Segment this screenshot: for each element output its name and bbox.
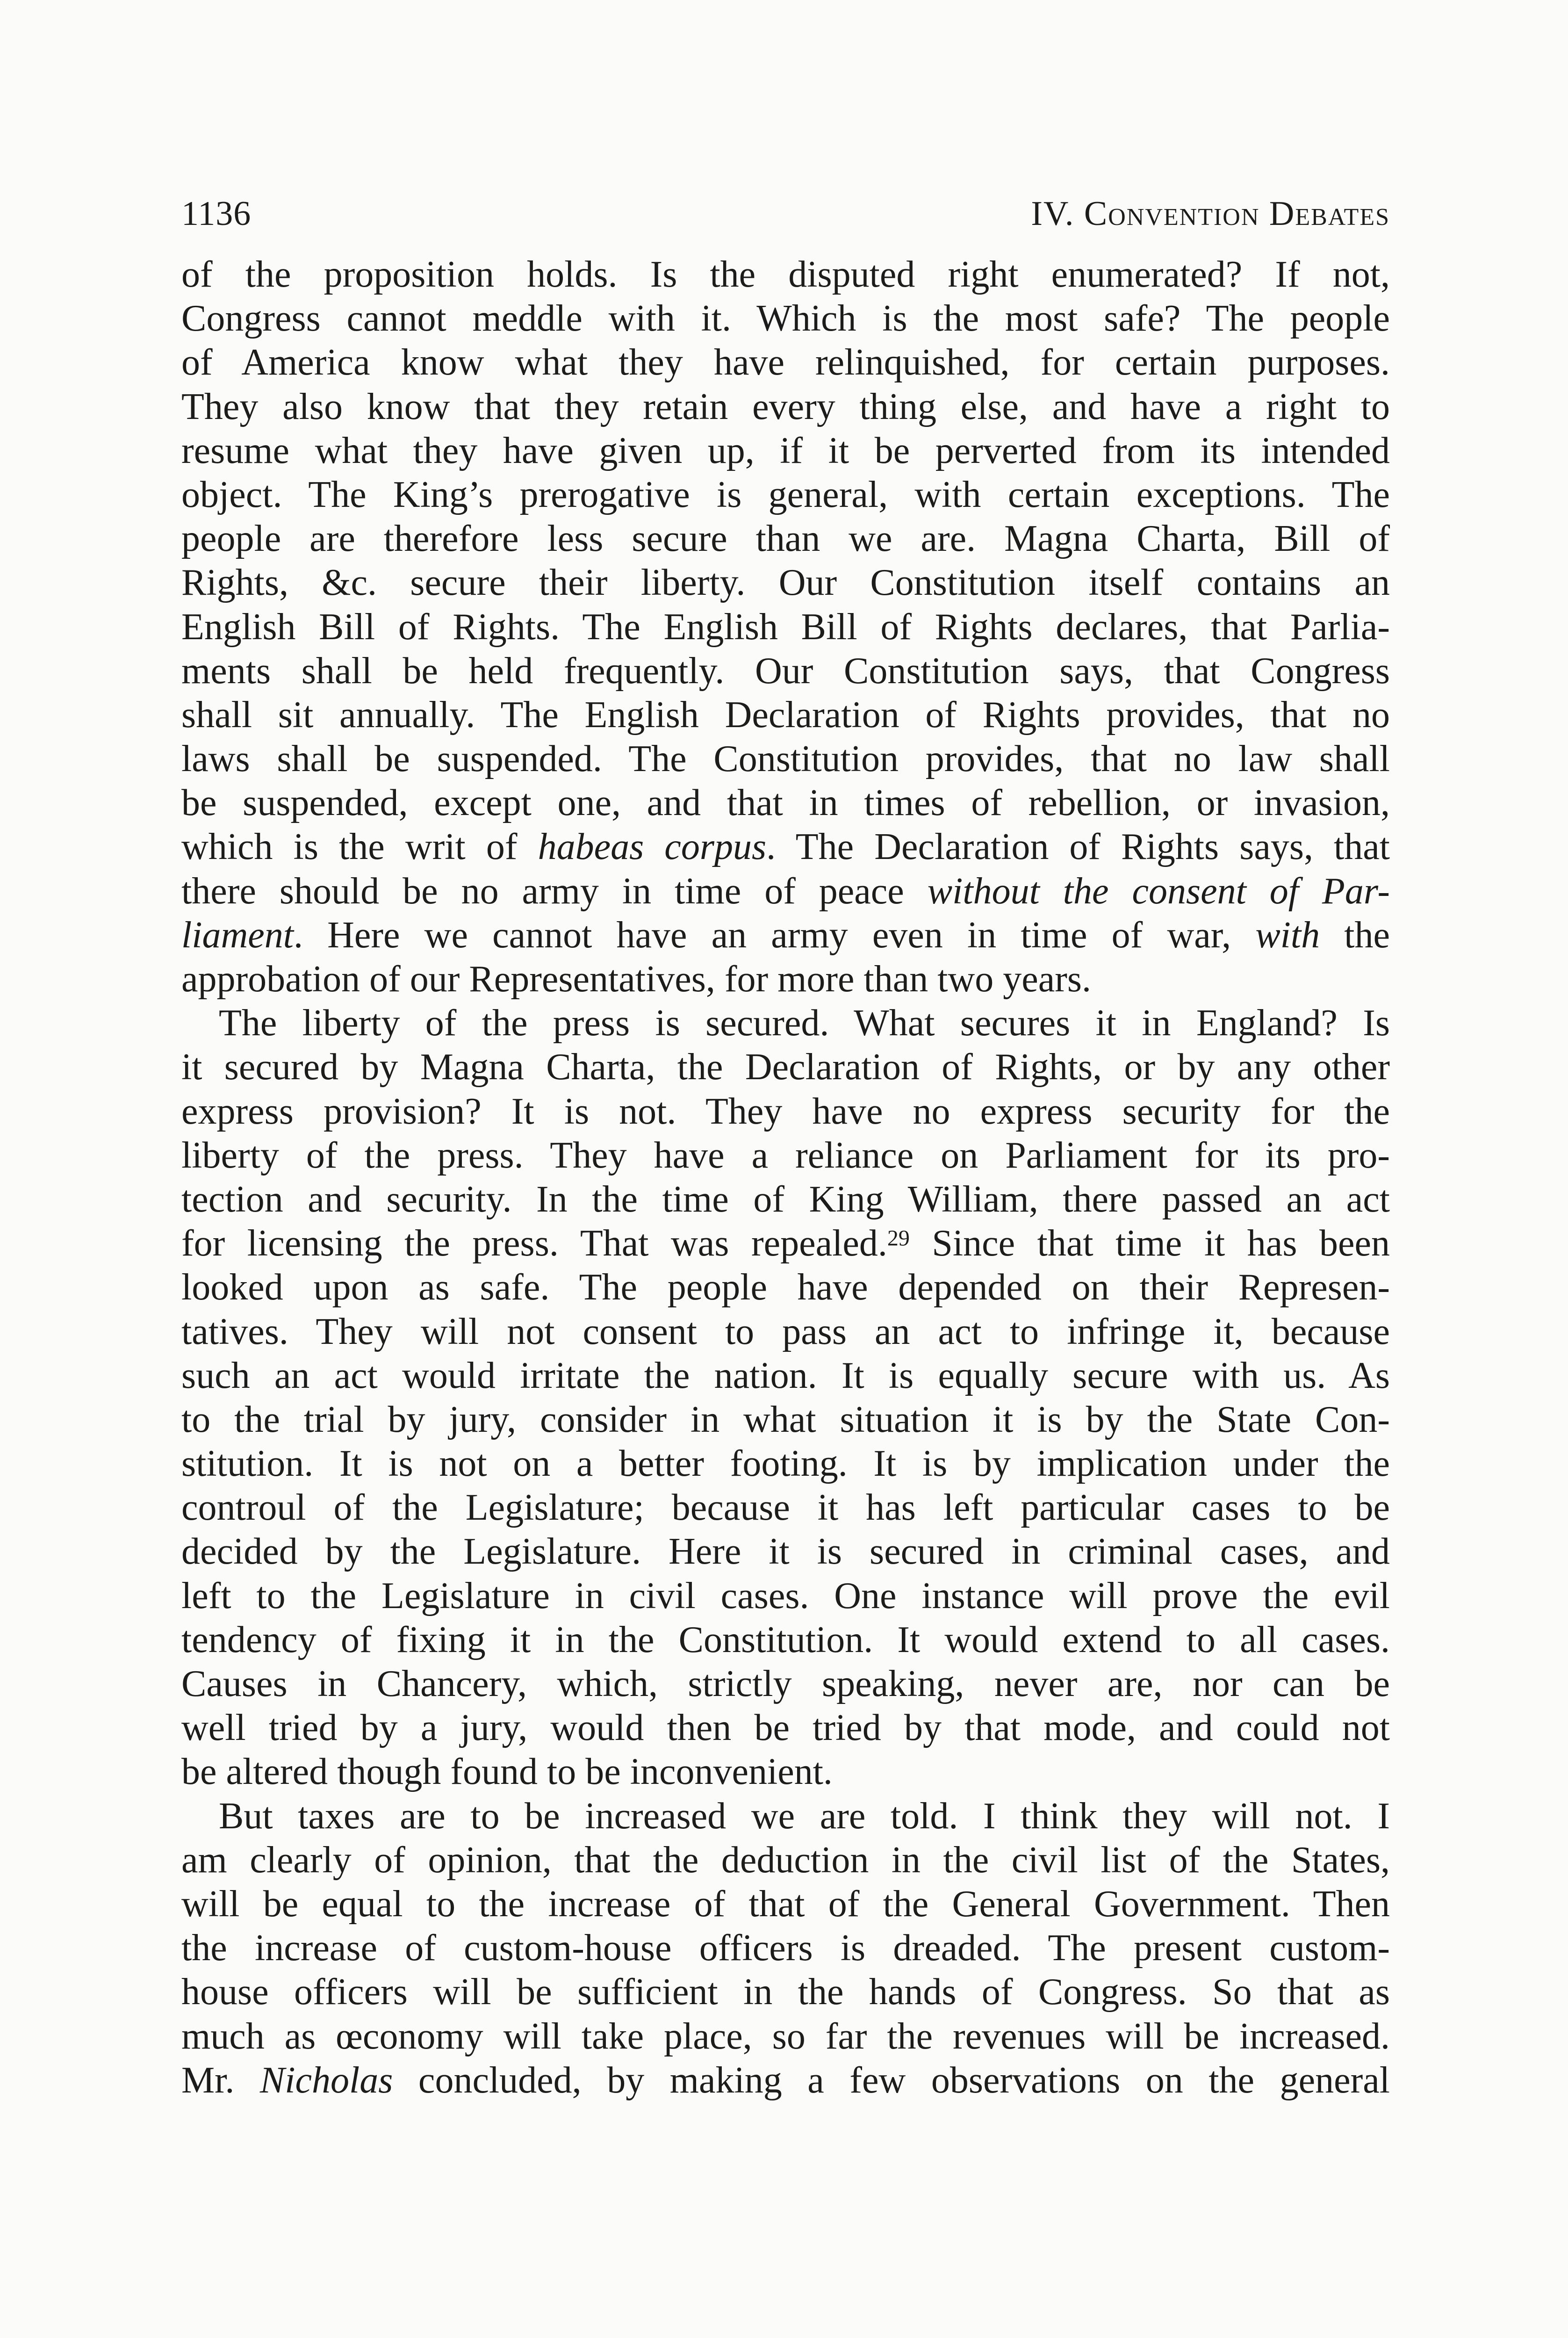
- body-text: [181, 253, 1390, 2102]
- text-line: [181, 1045, 1390, 1089]
- text-line: [181, 340, 1390, 384]
- text-run: Causes in Chancery, which, strictly speaking, never are, nor can be: [181, 1663, 1390, 1704]
- text-line: [181, 957, 1390, 1001]
- text-run: such an act would irritate the nation. It is equally secure with us. As: [181, 1355, 1390, 1396]
- text-run: The liberty of the press is secured. What secures it in England? Is: [219, 1003, 1390, 1044]
- page-number: 1136: [181, 195, 252, 233]
- text-run: the: [1320, 914, 1390, 956]
- italic-text: liament: [181, 914, 294, 956]
- text-run: be suspended, except one, and that in times of rebellion, or invasion,: [181, 782, 1390, 824]
- text-run: will be equal to the increase of that of the General Government. Then: [181, 1883, 1390, 1925]
- text-run: Mr.: [181, 2059, 260, 2101]
- text-run: of the proposition holds. Is the disputed right enumerated? If not,: [181, 254, 1390, 295]
- text-run: approbation of our Representatives, for more than two years.: [181, 959, 1092, 1000]
- text-line: [181, 1177, 1390, 1221]
- text-line: [181, 1926, 1390, 1970]
- text-run: there should be no army in time of peace: [181, 870, 928, 912]
- text-run: be altered though found to be inconvenient.: [181, 1751, 833, 1793]
- running-head: [181, 196, 1390, 253]
- italic-text: habeas corpus: [538, 826, 767, 868]
- text-line: [181, 693, 1390, 737]
- text-run: the increase of custom-house officers is dreaded. The present custom-: [181, 1927, 1390, 1969]
- text-line: [181, 649, 1390, 693]
- text-run: for licensing the press. That was repealed.: [181, 1223, 887, 1264]
- text-line: [181, 1882, 1390, 1926]
- text-run: which is the writ of: [181, 826, 538, 868]
- text-run: looked upon as safe. The people have depended on their Represen-: [181, 1267, 1390, 1308]
- text-run: They also know that they retain every thing else, and have a right to: [181, 386, 1390, 427]
- text-run: tendency of fixing it in the Constitution. It would extend to all cases.: [181, 1619, 1390, 1660]
- text-run: tatives. They will not consent to pass an act to infringe it, because: [181, 1311, 1390, 1352]
- text-line: [181, 737, 1390, 781]
- text-line: [181, 1486, 1390, 1530]
- text-run: resume what they have given up, if it be perverted from its intended: [181, 430, 1390, 471]
- text-run: But taxes are to be increased we are told. I think they will not. I: [219, 1795, 1390, 1837]
- text-line: [181, 1706, 1390, 1750]
- text-line: [181, 1662, 1390, 1706]
- text-line: [181, 605, 1390, 649]
- text-line: [181, 429, 1390, 473]
- text-run: Since that time it has been: [909, 1223, 1390, 1264]
- text-run: liberty of the press. They have a reliance on Parliament for its pro-: [181, 1134, 1390, 1176]
- text-run: laws shall be suspended. The Constitution provides, that no law shall: [181, 738, 1390, 780]
- text-run: controul of the Legislature; because it has left particular cases to be: [181, 1487, 1390, 1529]
- text-line: [181, 1794, 1390, 1838]
- text-line: [181, 1090, 1390, 1133]
- text-line: [181, 385, 1390, 429]
- text-line: [181, 1001, 1390, 1045]
- text-line: [181, 1221, 1390, 1265]
- text-line: [181, 1265, 1390, 1309]
- text-run: decided by the Legislature. Here it is secured in criminal cases, and: [181, 1531, 1390, 1573]
- text-run: express provision? It is not. They have no express security for the: [181, 1090, 1390, 1132]
- text-run: object. The King’s prerogative is general, with certain exceptions. The: [181, 474, 1390, 515]
- text-line: [181, 561, 1390, 605]
- text-line: [181, 1838, 1390, 1882]
- paragraph: [181, 1001, 1390, 1794]
- text-line: [181, 825, 1390, 869]
- text-line: [181, 2014, 1390, 2058]
- page-content: [181, 196, 1390, 2102]
- text-run: shall sit annually. The English Declaration of Rights provides, that no: [181, 694, 1390, 736]
- italic-text: Nicholas: [259, 2059, 393, 2101]
- text-line: [181, 473, 1390, 517]
- text-line: [181, 1618, 1390, 1662]
- text-line: [181, 1398, 1390, 1442]
- text-run: to the trial by jury, consider in what situation it is by the State Con-: [181, 1399, 1390, 1440]
- text-run: stitution. It is not on a better footing. It is by implication under the: [181, 1443, 1390, 1485]
- text-line: [181, 1530, 1390, 1573]
- text-run: English Bill of Rights. The English Bill of Rights declares, that Parlia-: [181, 606, 1390, 648]
- text-line: [181, 781, 1390, 825]
- text-line: [181, 517, 1390, 561]
- text-line: [181, 1442, 1390, 1486]
- paragraph: [181, 253, 1390, 1001]
- text-run: ments shall be held frequently. Our Constitution says, that Congress: [181, 650, 1390, 692]
- text-run: it secured by Magna Charta, the Declaration of Rights, or by any other: [181, 1046, 1390, 1088]
- text-line: [181, 1354, 1390, 1398]
- text-line: [181, 1750, 1390, 1794]
- text-run: left to the Legislature in civil cases. One instance will prove the evil: [181, 1575, 1390, 1616]
- text-run: am clearly of opinion, that the deduction in the civil list of the States,: [181, 1839, 1390, 1881]
- text-line: [181, 869, 1390, 913]
- italic-text: without the consent of Par-: [927, 870, 1390, 912]
- text-run: . The Declaration of Rights says, that: [766, 826, 1390, 868]
- text-line: [181, 1970, 1390, 2014]
- text-line: [181, 1574, 1390, 1618]
- footnote-ref: 29: [887, 1226, 910, 1251]
- text-line: [181, 1310, 1390, 1354]
- text-run: of America know what they have relinquished, for certain purposes.: [181, 342, 1390, 383]
- text-run: house officers will be sufficient in the hands of Congress. So that as: [181, 1971, 1390, 2013]
- text-line: [181, 296, 1390, 340]
- text-run: Rights, &c. secure their liberty. Our Constitution itself contains an: [181, 562, 1390, 604]
- text-run: tection and security. In the time of King William, there passed an act: [181, 1178, 1390, 1220]
- italic-text: with: [1255, 914, 1320, 956]
- text-line: [181, 2058, 1390, 2102]
- text-run: concluded, by making a few observations on the general: [393, 2059, 1390, 2101]
- text-line: [181, 1133, 1390, 1177]
- paragraph: [181, 1794, 1390, 2102]
- text-line: [181, 913, 1390, 957]
- text-run: people are therefore less secure than we are. Magna Charta, Bill of: [181, 518, 1390, 560]
- text-run: much as œconomy will take place, so far the revenues will be increased.: [181, 2015, 1390, 2057]
- text-line: [181, 253, 1390, 296]
- text-run: . Here we cannot have an army even in time of war,: [293, 914, 1256, 956]
- text-run: Congress cannot meddle with it. Which is the most safe? The people: [181, 298, 1390, 339]
- section-title: IV. Convention Debates: [1031, 195, 1390, 233]
- text-run: well tried by a jury, would then be tried by that mode, and could not: [181, 1707, 1390, 1749]
